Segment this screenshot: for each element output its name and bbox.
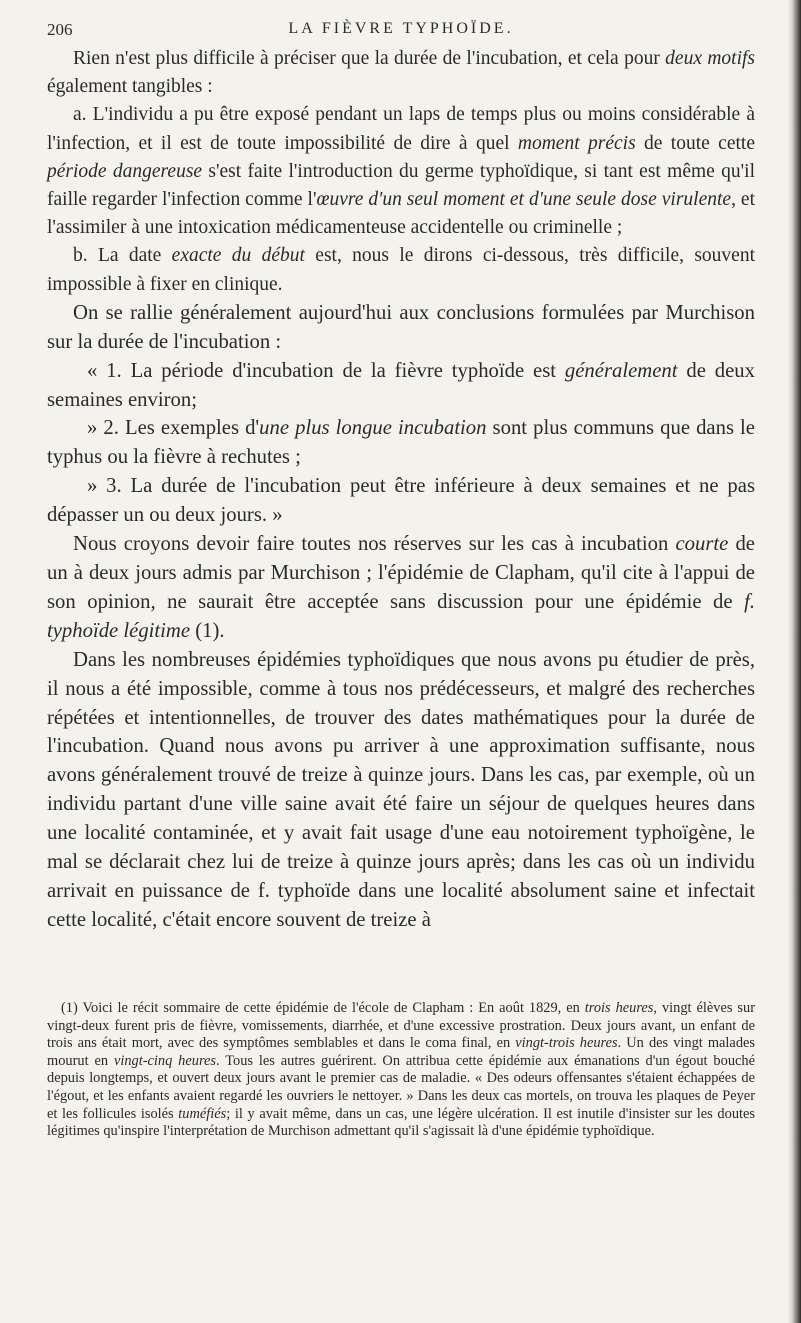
paragraph-epidemies: Dans les nombreuses épidémies typhoïdiques que nous avons pu étudier de près, il nous a été impossible, comme à tous nos prédécesseurs, et malgré des recherches répétées et intentionnelles, de trouver des dates mathématiques pour la durée de l'incubation. Quand nous avons pu arriver à une approximation suffisante, nous avons généralement trouvé de treize à quinze jours. Dans les cas, par exemple, où un individu partant d'une ville saine avait été faire un séjour de quelques heures dans une localité contaminée, et y avait fait usage d'une eau notoirement typhoïgène, le mal se déclarait chez lui de treize à quinze jours après; dans les cas où un individu arrivait en puissance de f. typhoïde dans une localité absolument saine et infectait cette localité, c'était encore souvent de treize à: [47, 648, 755, 931]
footnotes: [47, 1000, 755, 1141]
paragraph-reserves: Nous croyons devoir faire toutes nos réserves sur les cas à incubation courte de un à deux jours admis par Murchison ; l'épidémie de Clapham, qu'il cite à l'appui de son opinion, ne saurait être acceptée sans discussion pour une épidémie de f. typhoïde légitime (1).: [47, 533, 755, 642]
paragraph-intro: Rien n'est plus difficile à préciser que la durée de l'incubation, et cela pour deux motifs également tangibles :: [47, 48, 756, 98]
running-head: LA FIÈVRE TYPHOÏDE.: [288, 20, 514, 37]
page-number: 206: [47, 20, 73, 39]
footnote-1: (1) Voici le récit sommaire de cette épidémie de l'école de Clapham : En août 1829, en trois heures, vingt élèves sur vingt-deux furent pris de fièvre, vomissements, diarrhée, et d'une excessive prostration. Deux jours avant, un enfant de trois ans était mort, avec des symptômes semblables et dans le coma final, en vingt-trois heures. Un des vingt malades mourut en vingt-cinq heures. Tous les autres guérirent. On attribua cette épidémie aux émanations d'un égout bouché depuis longtemps, et ouvert deux jours avant le premier cas de maladie. « Des odeurs offensantes s'étaient échappées de l'égout, et les enfants avaient regardé les ouvriers le nettoyer. » Dans les deux cas mortels, on trouva les plaques de Peyer et les follicules isolés tuméfiés; il y avait même, dans un cas, une légère ulcération. Il est inutile d'insister sur les doutes légitimes qu'inspire l'interprétation de Murchison admettant qu'il s'agissait là d'une épidémie typhoïdique.: [47, 1000, 756, 1140]
page-edge-shadow: [787, 0, 801, 1323]
lower-text-block: [47, 299, 755, 935]
paragraph-murchison: On se rallie généralement aujourd'hui aux conclusions formulées par Murchison sur la durée de l'incubation :: [47, 301, 755, 353]
paragraph-a: a. L'individu a pu être exposé pendant un laps de temps plus ou moins considérable à l'infection, et il est de toute impossibilité de dire à quel moment précis de toute cette période dangereuse s'est faite l'introduction du germe typhoïdique, si tant est même qu'il faille regarder l'infection comme l'œuvre d'un seul moment et d'une seule dose virulente, et l'assimiler à une intoxication médicamenteuse accidentelle ou criminelle ;: [47, 104, 756, 239]
upper-text-block: [47, 45, 755, 299]
quote-item-2: » 2. Les exemples d'une plus longue incubation sont plus communs que dans le typhus ou la fièvre à rechutes ;: [47, 417, 755, 469]
quote-item-3: » 3. La durée de l'incubation peut être inférieure à deux semaines et ne pas dépasser un ou deux jours. »: [47, 475, 755, 527]
quote-item-1: « 1. La période d'incubation de la fièvre typhoïde est généralement de deux semaines environ;: [47, 359, 755, 411]
paragraph-b: b. La date exacte du début est, nous le dirons ci-dessous, très difficile, souvent impossible à fixer en clinique.: [47, 245, 755, 295]
page-header: [47, 20, 755, 44]
main-text: [47, 45, 755, 935]
